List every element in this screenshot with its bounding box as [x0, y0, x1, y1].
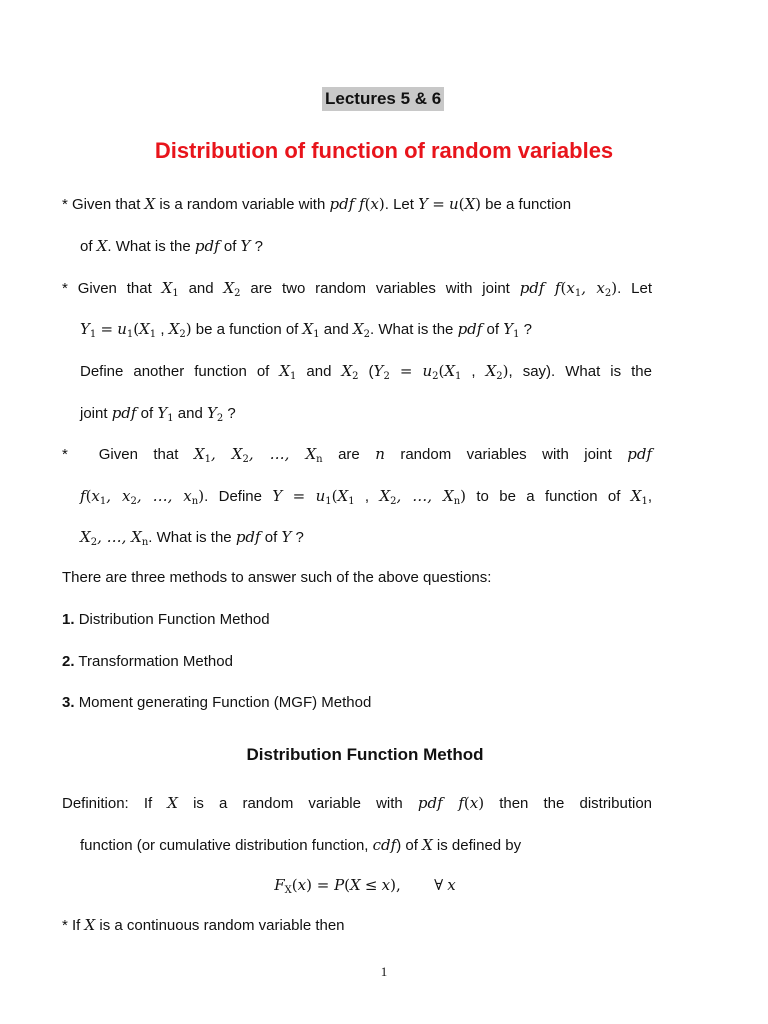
q2-line-1: * Given that $X_1$ and $X_2$ are two random variables with joint pdf $f(x_1$, $x_2$). Let	[62, 279, 653, 299]
q1-line-2: of X. What is the pdf of Y ?	[80, 237, 263, 255]
q3-line-1: * Given that $X_1$, $X_2$, …, $X_n$ are n random variables with joint pdf	[62, 445, 652, 465]
lectures-label: Lectures 5 & 6	[322, 87, 444, 111]
method-label: Transformation Method	[78, 653, 233, 670]
q3-line-3: $X_2$, …, $X_n$. What is the pdf of Y ?	[80, 528, 304, 548]
definition-line-2: function (or cumulative distribution function, cdf) of X is defined by	[80, 836, 522, 854]
method-number: 3.	[62, 694, 75, 711]
q2-line-2: $Y_1 = u_1(X_1$ , $X_2$) be a function of $X_1$ and $X_2$. What is the pdf of $Y_1$ ?	[80, 320, 532, 340]
method-item-1	[62, 610, 270, 630]
definition-line-1: Definition: If X is a random variable with pdf f(x) then the distribution	[62, 794, 653, 812]
method-item-2	[62, 652, 233, 672]
q2-line-4: joint pdf of $Y_1$ and $Y_2$ ?	[80, 404, 236, 424]
q1-line-1: * Given that X is a random variable with pdf f(x). Let Y = u(X) be a function	[62, 195, 572, 213]
cdf-formula: $F_X(x) = P(X \le x)$, ∀ x	[274, 876, 456, 896]
method-item-3	[62, 693, 371, 713]
q3-line-2: $f(x_1$, $x_2$, …, $x_n$). Define $Y = u_1(X_1$ , $X_2$, …, $X_n$) to be a function of $X_1$,	[80, 487, 653, 507]
method-number: 1.	[62, 611, 75, 628]
continuous-case-line: * If X is a continuous random variable then	[62, 916, 345, 934]
method-label: Distribution Function Method	[78, 611, 270, 628]
method-number: 2.	[62, 653, 75, 670]
page-title: Distribution of function of random variables	[154, 138, 614, 163]
method-label: Moment generating Function (MGF) Method	[78, 694, 372, 711]
methods-intro: There are three methods to answer such of the above questions:	[62, 569, 492, 586]
q2-line-3: Define another function of $X_1$ and $X_2$ ($Y_2 = u_2(X_1$ , $X_2$), say). What is the	[80, 362, 652, 382]
section-heading: Distribution Function Method	[246, 745, 484, 764]
page-number: 1	[380, 964, 388, 979]
